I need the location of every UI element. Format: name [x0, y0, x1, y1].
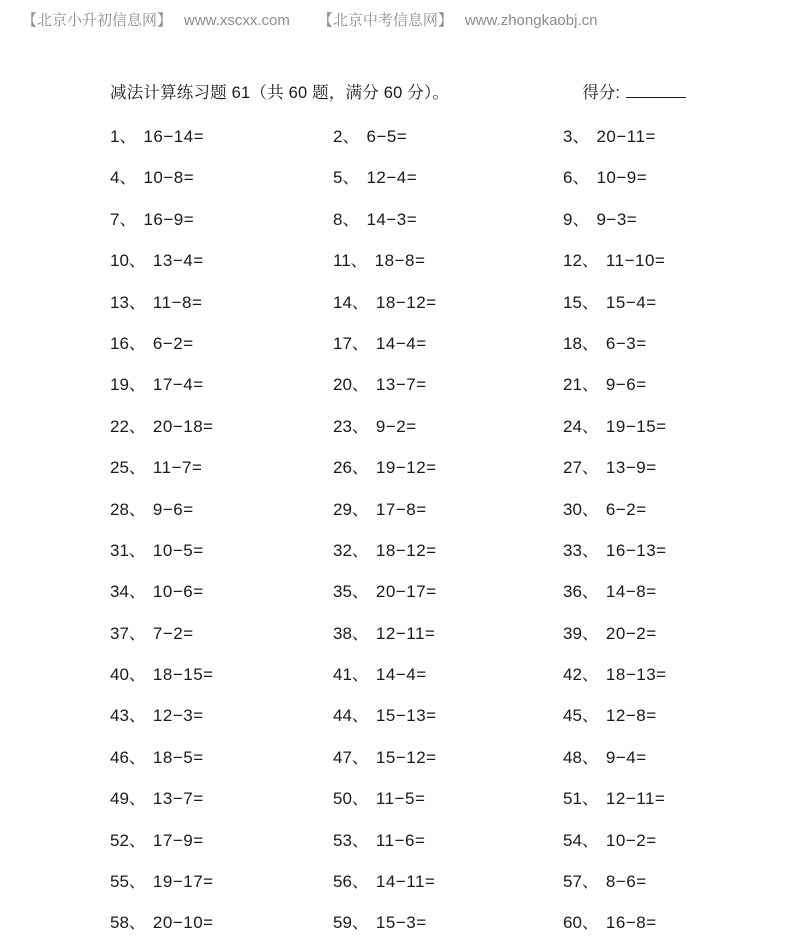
problem-item — [110, 831, 333, 872]
problem-expression: 12−11= — [605, 789, 666, 809]
problem-item — [563, 913, 790, 944]
site2-name: 【北京中考信息网】 — [317, 12, 453, 29]
problem-item — [563, 748, 790, 789]
problem-item — [333, 127, 563, 168]
problem-expression: 15−3= — [375, 913, 427, 933]
problem-number: 59、 — [333, 913, 369, 933]
problem-number: 42、 — [563, 665, 599, 685]
problem-item — [563, 293, 790, 334]
problem-expression: 13−4= — [152, 251, 204, 271]
problem-expression: 9−2= — [375, 416, 417, 436]
problem-expression: 12−3= — [152, 706, 204, 726]
problem-number: 14、 — [333, 292, 369, 312]
problem-number: 15、 — [563, 292, 599, 312]
problem-number: 22、 — [110, 416, 146, 436]
problem-expression: 12−8= — [605, 706, 657, 726]
problem-number: 45、 — [563, 706, 599, 726]
problem-number: 13、 — [110, 292, 146, 312]
problem-number: 48、 — [563, 747, 599, 767]
problem-item — [110, 913, 333, 944]
problem-item — [563, 417, 790, 458]
problem-number: 3、 — [563, 127, 590, 146]
problem-item — [563, 789, 790, 830]
problem-expression: 14−3= — [366, 209, 418, 229]
problem-expression: 12−11= — [375, 623, 436, 643]
problem-number: 24、 — [563, 416, 599, 436]
problem-expression: 6−3= — [605, 333, 647, 353]
problem-item — [333, 168, 563, 209]
problem-expression: 20−11= — [596, 127, 656, 146]
problem-number: 21、 — [563, 375, 599, 395]
problem-number: 39、 — [563, 623, 599, 643]
problem-number: 44、 — [333, 706, 369, 726]
problem-item — [563, 500, 790, 541]
problem-number: 1、 — [110, 127, 137, 146]
problem-item — [563, 127, 790, 168]
score-blank — [626, 84, 686, 98]
problem-item — [563, 334, 790, 375]
problem-expression: 11−8= — [152, 292, 203, 312]
problem-number: 41、 — [333, 665, 369, 685]
problem-item — [333, 334, 563, 375]
problem-number: 17、 — [333, 333, 369, 353]
problem-number: 18、 — [563, 333, 599, 353]
problem-expression: 18−5= — [152, 747, 204, 767]
problem-item — [333, 500, 563, 541]
problem-item — [333, 831, 563, 872]
problem-expression: 18−12= — [375, 292, 437, 312]
problem-expression: 9−6= — [152, 499, 194, 519]
problem-number: 54、 — [563, 830, 599, 850]
problem-expression: 20−17= — [375, 582, 437, 602]
problem-expression: 15−12= — [375, 747, 437, 767]
problem-expression: 16−14= — [143, 127, 205, 146]
problem-expression: 20−2= — [605, 623, 657, 643]
problem-item — [110, 458, 333, 499]
problem-expression: 13−7= — [152, 789, 204, 809]
problem-expression: 18−8= — [374, 251, 426, 271]
problem-expression: 16−9= — [143, 209, 195, 229]
problem-expression: 12−4= — [366, 168, 418, 188]
problem-item — [333, 458, 563, 499]
problem-number: 25、 — [110, 458, 146, 478]
problem-item — [333, 210, 563, 251]
problem-expression: 7−2= — [152, 623, 194, 643]
site2-url: www.zhongkaobj.cn — [464, 12, 598, 29]
problem-number: 60、 — [563, 913, 599, 933]
problem-expression: 14−4= — [375, 333, 427, 353]
site1-name: 【北京小升初信息网】 — [22, 12, 173, 29]
problem-number: 28、 — [110, 499, 146, 519]
problem-item — [563, 375, 790, 416]
site-banner — [0, 0, 790, 30]
problem-number: 32、 — [333, 540, 369, 560]
problem-item — [333, 665, 563, 706]
site1-url: www.xscxx.com — [184, 12, 290, 29]
problem-number: 7、 — [110, 209, 137, 229]
problem-item — [110, 417, 333, 458]
problem-number: 8、 — [333, 209, 360, 229]
problem-item — [563, 831, 790, 872]
problem-item — [563, 872, 790, 913]
problem-number: 11、 — [333, 251, 368, 271]
problem-expression: 15−4= — [605, 292, 657, 312]
problem-item — [563, 665, 790, 706]
problem-number: 36、 — [563, 582, 599, 602]
problem-item — [110, 293, 333, 334]
problem-item — [333, 624, 563, 665]
problem-item — [110, 375, 333, 416]
problem-item — [333, 706, 563, 747]
problem-number: 10、 — [110, 251, 146, 271]
problem-item — [333, 913, 563, 944]
score-section — [582, 79, 686, 103]
worksheet-title: 减法计算练习题 61（共 60 题，满分 60 分）。 — [110, 84, 450, 102]
problem-number: 52、 — [110, 830, 146, 850]
problem-expression: 9−3= — [596, 209, 638, 229]
problem-number: 33、 — [563, 540, 599, 560]
problem-number: 19、 — [110, 375, 146, 395]
problem-expression: 10−5= — [152, 540, 204, 560]
problem-item — [563, 210, 790, 251]
problem-expression: 18−12= — [375, 540, 437, 560]
score-label: 得分: — [582, 84, 620, 102]
problem-expression: 11−10= — [605, 251, 666, 271]
problem-item — [333, 789, 563, 830]
title-row — [110, 79, 686, 103]
problem-expression: 10−9= — [596, 168, 648, 188]
problem-item — [110, 624, 333, 665]
problem-expression: 13−9= — [605, 458, 657, 478]
problem-number: 16、 — [110, 333, 146, 353]
problem-number: 35、 — [333, 582, 369, 602]
problem-expression: 11−6= — [375, 830, 426, 850]
problem-number: 38、 — [333, 623, 369, 643]
problem-item — [110, 251, 333, 292]
problem-item — [333, 582, 563, 623]
problem-item — [333, 872, 563, 913]
problem-number: 49、 — [110, 789, 146, 809]
problem-number: 37、 — [110, 623, 146, 643]
problem-item — [563, 251, 790, 292]
problem-item — [110, 748, 333, 789]
problem-expression: 16−8= — [605, 913, 657, 933]
problem-expression: 6−2= — [605, 499, 647, 519]
problem-number: 6、 — [563, 168, 590, 188]
problem-item — [333, 293, 563, 334]
problem-item — [563, 458, 790, 499]
problem-number: 46、 — [110, 747, 146, 767]
problem-number: 47、 — [333, 747, 369, 767]
problem-expression: 14−11= — [375, 872, 436, 892]
problem-expression: 10−8= — [143, 168, 195, 188]
problem-expression: 17−9= — [152, 830, 204, 850]
problem-expression: 10−2= — [605, 830, 657, 850]
problem-expression: 17−8= — [375, 499, 427, 519]
problem-number: 23、 — [333, 416, 369, 436]
problem-item — [563, 624, 790, 665]
problem-item — [110, 541, 333, 582]
problem-number: 20、 — [333, 375, 369, 395]
problem-number: 58、 — [110, 913, 146, 933]
problem-item — [563, 168, 790, 209]
problem-expression: 19−15= — [605, 416, 667, 436]
problem-expression: 17−4= — [152, 375, 204, 395]
problem-number: 50、 — [333, 789, 369, 809]
problem-item — [333, 541, 563, 582]
problem-number: 27、 — [563, 458, 599, 478]
problem-number: 5、 — [333, 168, 360, 188]
problem-number: 40、 — [110, 665, 146, 685]
problem-item — [110, 706, 333, 747]
problem-item — [110, 789, 333, 830]
problem-expression: 20−18= — [152, 416, 214, 436]
problem-item — [333, 251, 563, 292]
problem-number: 2、 — [333, 127, 360, 146]
problem-item — [110, 872, 333, 913]
problem-item — [333, 375, 563, 416]
problem-expression: 13−7= — [375, 375, 427, 395]
problem-expression: 14−4= — [375, 665, 427, 685]
problem-number: 29、 — [333, 499, 369, 519]
problem-number: 31、 — [110, 540, 146, 560]
problem-number: 43、 — [110, 706, 146, 726]
problem-expression: 8−6= — [605, 872, 647, 892]
problem-number: 34、 — [110, 582, 146, 602]
problem-item — [110, 334, 333, 375]
problem-number: 51、 — [563, 789, 599, 809]
problem-item — [110, 210, 333, 251]
problem-expression: 6−5= — [366, 127, 408, 146]
problems-grid — [110, 127, 790, 944]
problem-expression: 9−6= — [605, 375, 647, 395]
problem-expression: 19−12= — [375, 458, 437, 478]
problem-number: 57、 — [563, 872, 599, 892]
problem-number: 9、 — [563, 209, 590, 229]
problem-number: 12、 — [563, 251, 599, 271]
problem-expression: 14−8= — [605, 582, 657, 602]
problem-expression: 20−10= — [152, 913, 214, 933]
problem-number: 56、 — [333, 872, 369, 892]
problem-expression: 18−13= — [605, 665, 667, 685]
problem-expression: 15−13= — [375, 706, 437, 726]
problem-item — [110, 500, 333, 541]
problem-item — [333, 748, 563, 789]
problem-item — [110, 168, 333, 209]
problem-number: 55、 — [110, 872, 146, 892]
problem-expression: 18−15= — [152, 665, 214, 685]
problem-expression: 9−4= — [605, 747, 647, 767]
problem-item — [110, 127, 333, 168]
problem-item — [563, 582, 790, 623]
problem-expression: 16−13= — [605, 540, 667, 560]
problem-item — [563, 541, 790, 582]
problem-item — [563, 706, 790, 747]
problem-expression: 19−17= — [152, 872, 214, 892]
problem-number: 30、 — [563, 499, 599, 519]
problem-expression: 11−5= — [375, 789, 426, 809]
problem-item — [110, 582, 333, 623]
problem-number: 26、 — [333, 458, 369, 478]
problem-item — [333, 417, 563, 458]
problem-number: 4、 — [110, 168, 137, 188]
problem-expression: 11−7= — [152, 458, 203, 478]
problem-expression: 10−6= — [152, 582, 204, 602]
problem-item — [110, 665, 333, 706]
problem-number: 53、 — [333, 830, 369, 850]
problem-expression: 6−2= — [152, 333, 194, 353]
